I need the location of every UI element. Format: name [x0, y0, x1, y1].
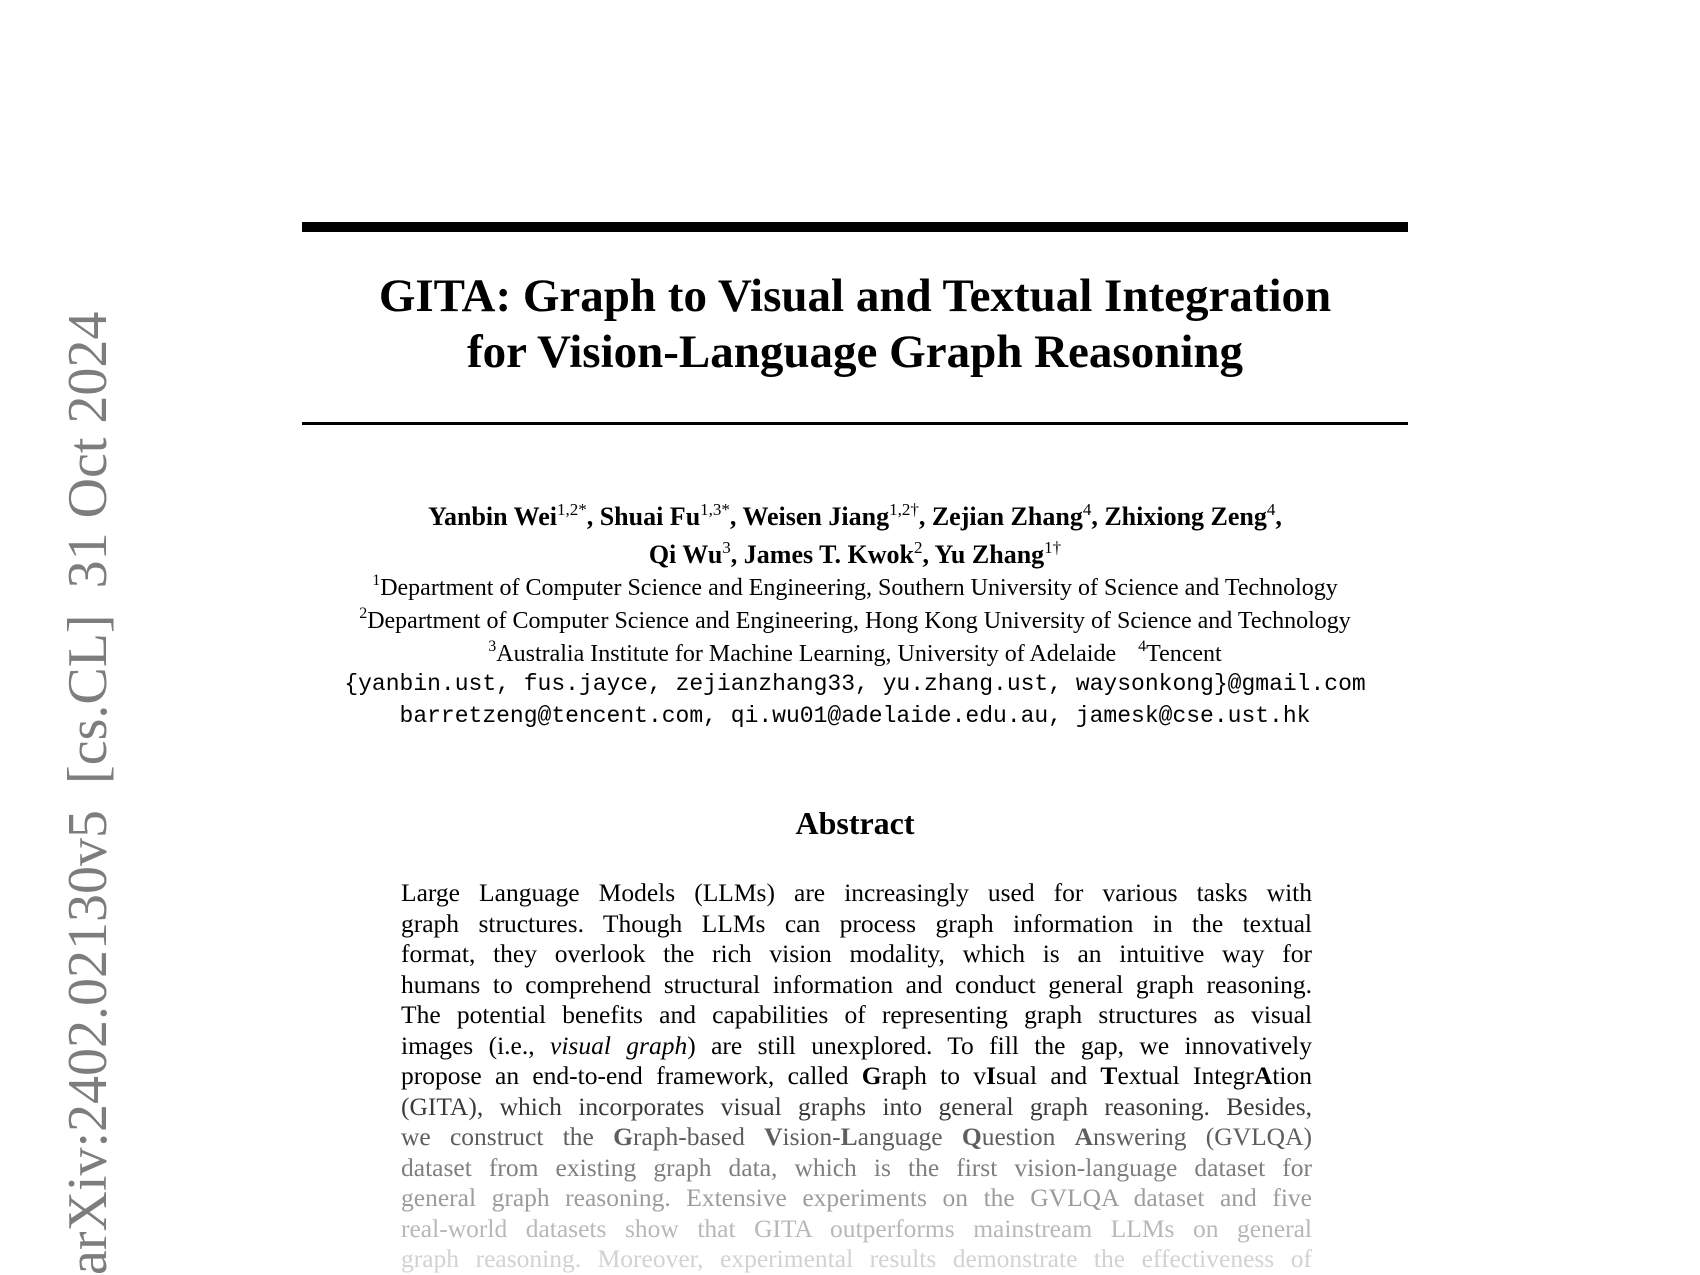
acronym-letter: Q: [961, 1122, 982, 1151]
author-name: Shuai Fu: [599, 502, 701, 531]
affiliation-2: [202, 605, 1508, 638]
abstract-text: tion: [1272, 1061, 1312, 1090]
abstract-line: dataset from existing graph data, which is the first vision-language dataset for: [401, 1152, 1312, 1182]
author-line-2: [202, 536, 1508, 574]
abstract-text: nswering (GVLQA): [1093, 1122, 1312, 1151]
arxiv-stamp: [58, 286, 118, 1275]
paper-title: [302, 268, 1408, 380]
author-name: Yu Zhang: [934, 540, 1045, 569]
acronym-letter: G: [613, 1122, 633, 1151]
abstract-text: raph-based: [632, 1122, 765, 1151]
affiliation-text: Department of Computer Science and Engineering, Southern University of Science and Technology: [380, 575, 1338, 601]
abstract-text: ) are still unexplored. To fill the gap, we innovatively: [687, 1030, 1312, 1060]
affiliation-sup: 1: [372, 572, 381, 589]
acronym-letter: A: [1253, 1061, 1273, 1090]
abstract-line: real-world datasets show that GITA outperforms mainstream LLMs on general: [401, 1213, 1312, 1243]
author-emails: [202, 668, 1508, 732]
author-sep: ,: [1275, 502, 1282, 531]
affiliation-1: [202, 572, 1508, 605]
author-line-1: [202, 498, 1508, 536]
affiliation-3-4: [202, 638, 1508, 671]
abstract-text: extual Integr: [1117, 1061, 1254, 1090]
author-sep: ,: [729, 502, 737, 531]
abstract-line: [401, 1031, 1312, 1062]
author-list: [202, 498, 1508, 574]
acronym-letter: L: [840, 1122, 858, 1151]
abstract-text: images (i.e.,: [401, 1030, 551, 1060]
affiliation-text: Tencent: [1146, 641, 1222, 667]
abstract-text: uestion: [981, 1122, 1075, 1151]
abstract-text: sual and: [995, 1061, 1101, 1090]
abstract-line: general graph reasoning. Extensive experiments on the GVLQA dataset and five: [401, 1183, 1312, 1212]
acronym-letter: G: [861, 1061, 882, 1090]
abstract-emphasis: visual graph: [550, 1030, 688, 1060]
abstract-line: [401, 1061, 1312, 1092]
title-top-rule: [302, 222, 1408, 232]
affiliation-sup: 2: [359, 605, 368, 622]
affiliation-sup: 3: [488, 638, 497, 655]
author-name: Yanbin Wei: [428, 502, 557, 531]
abstract-text: we construct the: [401, 1122, 614, 1151]
author-affil-sup: 1,2†: [889, 500, 919, 519]
abstract-text: propose an end-to-end framework, called: [401, 1061, 862, 1090]
author-name: Zejian Zhang: [931, 502, 1083, 531]
abstract-line: [401, 1122, 1312, 1153]
author-name: Qi Wu: [648, 540, 723, 569]
affiliation-text: Department of Computer Science and Engineering, Hong Kong University of Science and Technology: [367, 608, 1351, 634]
abstract-line: format, they overlook the rich vision modality, which is an intuitive way for: [401, 939, 1312, 968]
author-affil-sup: 4: [1266, 500, 1276, 519]
author-name: James T. Kwok: [743, 540, 914, 569]
affiliation-sup: 4: [1138, 638, 1147, 655]
abstract-line: graph structures. Though LLMs can process graph information in the textual: [401, 908, 1312, 938]
email-line-1: {yanbin.ust, fus.jayce, zejianzhang33, yu.zhang.ust, waysonkong}@gmail.com: [344, 671, 1366, 697]
abstract-line: humans to comprehend structural information and conduct general graph reasoning.: [401, 969, 1312, 999]
author-sep: ,: [918, 502, 926, 531]
author-sep: ,: [1091, 502, 1098, 531]
email-line-2: barretzeng@tencent.com, qi.wu01@adelaide.edu.au, jamesk@cse.ust.hk: [399, 703, 1311, 729]
title-bottom-rule: [302, 422, 1408, 425]
author-sep: ,: [730, 540, 738, 569]
affiliation-text: Australia Institute for Machine Learning, University of Adelaide: [496, 641, 1117, 667]
affiliations: [202, 572, 1508, 671]
author-affil-sup: 2: [914, 538, 923, 557]
acronym-letter: V: [764, 1122, 783, 1151]
author-sep: ,: [922, 540, 929, 569]
abstract-line: graph reasoning. Moreover, experimental results demonstrate the effectiveness of: [401, 1244, 1312, 1273]
abstract-text: anguage: [857, 1122, 962, 1151]
abstract-text: raph to v: [881, 1061, 987, 1090]
author-affil-sup: 3: [722, 538, 731, 557]
author-name: Weisen Jiang: [742, 502, 890, 531]
acronym-letter: I: [986, 1061, 996, 1090]
title-line-2: for Vision-Language Graph Reasoning: [466, 326, 1244, 378]
abstract-body: [401, 878, 1312, 1275]
author-affil-sup: 1,3*: [700, 500, 730, 519]
acronym-letter: T: [1100, 1061, 1118, 1090]
abstract-heading: Abstract: [795, 805, 915, 841]
title-line-1: GITA: Graph to Visual and Textual Integration: [378, 270, 1332, 322]
abstract-line: The potential benefits and capabilities of representing graph structures as visual: [401, 1000, 1312, 1029]
arxiv-id: arXiv:2402.02130v5: [57, 809, 119, 1275]
author-name: Zhixiong Zeng: [1104, 502, 1267, 531]
abstract-line: (GITA), which incorporates visual graphs into general graph reasoning. Besides,: [401, 1091, 1312, 1121]
arxiv-date: 31 Oct 2024: [57, 311, 119, 589]
author-affil-sup: 1†: [1044, 538, 1062, 557]
abstract-line: Large Language Models (LLMs) are increasingly used for various tasks with: [401, 878, 1312, 907]
author-affil-sup: 4: [1082, 500, 1092, 519]
acronym-letter: A: [1074, 1122, 1094, 1151]
author-affil-sup: 1,2*: [556, 500, 587, 519]
arxiv-category: [cs.CL]: [57, 614, 119, 784]
abstract-text: ision-: [782, 1122, 841, 1151]
author-sep: ,: [586, 502, 594, 531]
